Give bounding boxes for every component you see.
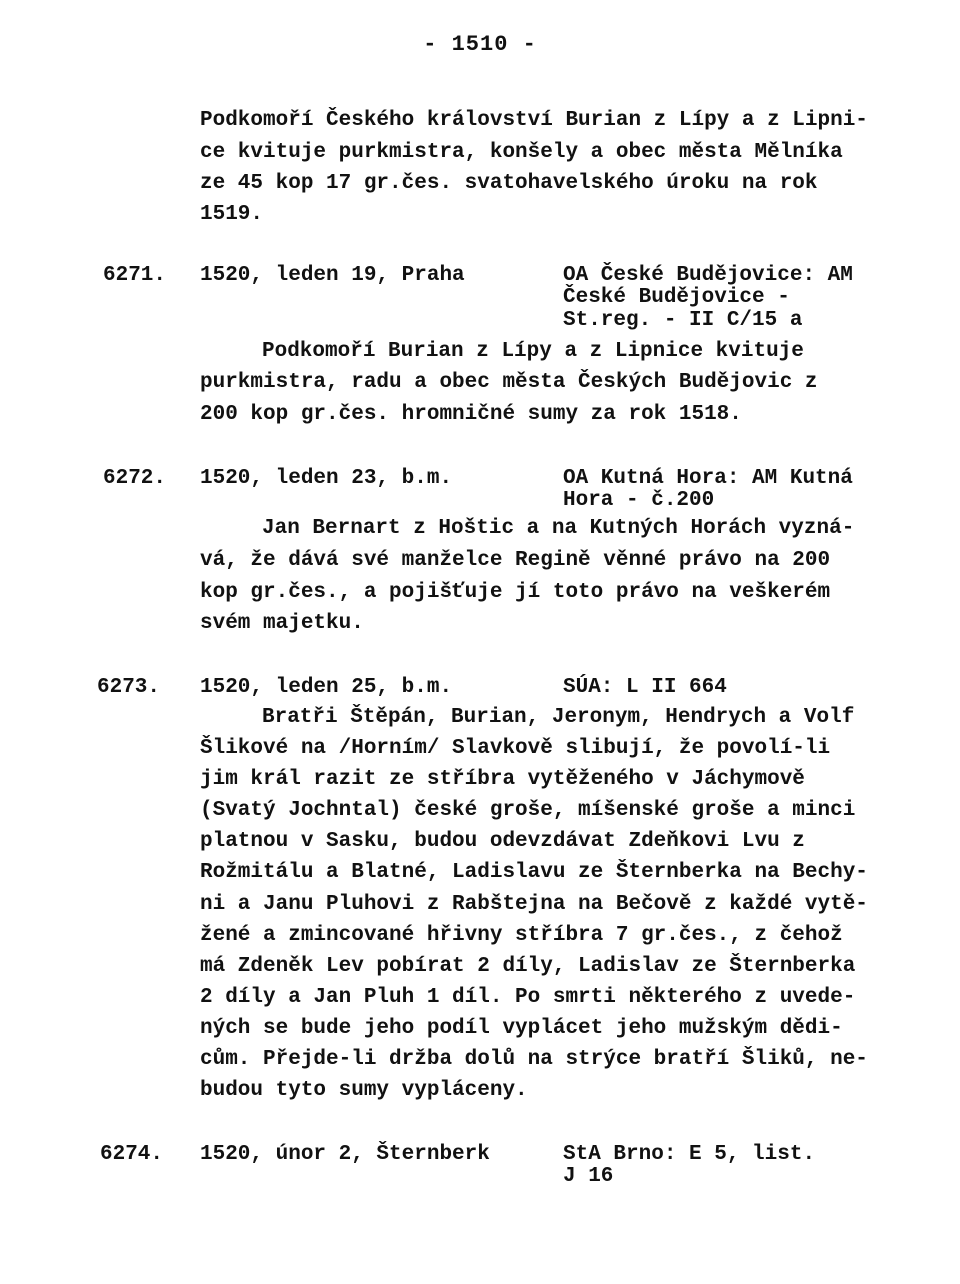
intro-line: 1519.: [200, 203, 264, 226]
entry-archive-line: Hora - č.200: [563, 489, 715, 512]
entry-text-line: Podkomoří Burian z Lípy a z Lipnice kvituje: [262, 340, 804, 363]
entry-text-line: (Svatý Jochntal) české groše, míšenské groše a minci: [200, 799, 856, 822]
entry-date-place: 1520, leden 25, b.m.: [200, 676, 453, 699]
entry-number: 6273.: [97, 676, 161, 699]
entry-text-line: svém majetku.: [200, 612, 364, 635]
entry-text-line: vá, že dává své manželce Regině věnné právo na 200: [200, 549, 831, 572]
entry-archive-line: OA České Budějovice: AM: [563, 264, 853, 287]
entry-text-line: Šlikové na /Horním/ Slavkově slibují, že povolí-li: [200, 737, 831, 760]
entry-text-line: jim král razit ze stříbra vytěženého v Jáchymově: [200, 768, 805, 791]
entry-text-line: 200 kop gr.čes. hromničné sumy za rok 1518.: [200, 403, 742, 426]
entry-text-line: Jan Bernart z Hoštic a na Kutných Horách vyzná-: [262, 517, 855, 540]
entry-number: 6272.: [103, 467, 167, 490]
entry-archive-line: StA Brno: E 5, list.: [563, 1143, 816, 1166]
intro-line: ce kvituje purkmistra, konšely a obec města Mělníka: [200, 141, 843, 164]
entry-date-place: 1520, únor 2, Šternberk: [200, 1143, 490, 1166]
entry-text-line: purkmistra, radu a obec města Českých Budějovic z: [200, 371, 818, 394]
entry-number: 6271.: [103, 264, 167, 287]
entry-text-line: cům. Přejde-li držba dolů na strýce bratří Šliků, ne-: [200, 1048, 868, 1071]
entry-text-line: žené a zmincované hřivny stříbra 7 gr.čes., z čehož: [200, 924, 843, 947]
entry-number: 6274.: [100, 1143, 164, 1166]
entry-text-line: ni a Janu Pluhovi z Rabštejna na Bečově z každé vytě-: [200, 893, 868, 916]
intro-line: ze 45 kop 17 gr.čes. svatohavelského úroku na rok: [200, 172, 818, 195]
entry-text-line: Bratři Štěpán, Burian, Jeronym, Hendrych a Volf: [262, 706, 855, 729]
entry-text-line: má Zdeněk Lev pobírat 2 díly, Ladislav ze Šternberka: [200, 955, 856, 978]
entry-archive-line: St.reg. - II C/15 a: [563, 309, 803, 332]
entry-text-line: 2 díly a Jan Pluh 1 díl. Po smrti některého z uvede-: [200, 986, 856, 1009]
entry-date-place: 1520, leden 23, b.m.: [200, 467, 453, 490]
entry-text-line: platnou v Sasku, budou odevzdávat Zdeňkovi Lvu z: [200, 830, 805, 853]
page-number: - 1510 -: [423, 32, 537, 57]
entry-archive-line: České Budějovice -: [563, 286, 790, 309]
entry-text-line: budou tyto sumy vypláceny.: [200, 1079, 528, 1102]
entry-text-line: ných se bude jeho podíl vyplácet jeho mužským dědi-: [200, 1017, 843, 1040]
entry-text-line: kop gr.čes., a pojišťuje jí toto právo na veškerém: [200, 581, 831, 604]
entry-text-line: Rožmitálu a Blatné, Ladislavu ze Šternberka na Bechy-: [200, 861, 868, 884]
intro-line: Podkomoří Českého království Burian z Lípy a z Lipni-: [200, 109, 868, 132]
entry-archive-line: J 16: [563, 1165, 614, 1188]
entry-archive-line: OA Kutná Hora: AM Kutná: [563, 467, 853, 490]
entry-date-place: 1520, leden 19, Praha: [200, 264, 465, 287]
entry-archive-line: SÚA: L II 664: [563, 676, 727, 699]
